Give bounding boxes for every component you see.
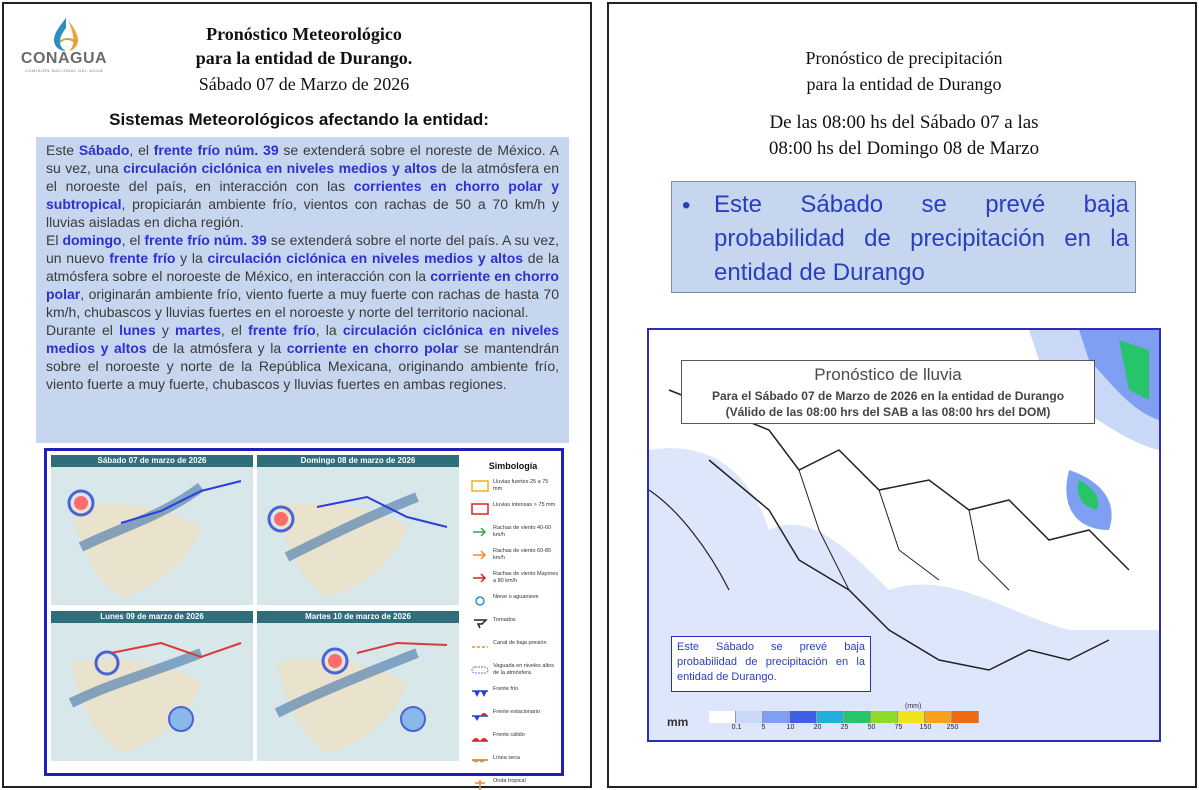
highlight-term: corriente en chorro polar [286,340,459,356]
weather-maps-frame [44,448,564,784]
scale-swatch [790,711,817,723]
scale-swatch [817,711,844,723]
tropical-wave-icon [471,779,489,790]
highlight-term: frente frío [109,250,176,266]
legend-item [465,592,561,615]
scale-swatch [898,711,925,723]
legend-label: Línea seca [493,755,520,761]
map-day-1-title: Sábado 07 de marzo de 2026 [51,455,253,467]
trough-icon [471,641,489,653]
legend-label: Vaguada en niveles altos de la atmósfera [493,663,555,676]
text-run: Durante el [46,322,120,338]
wind-orange-icon [471,549,489,561]
red-box-icon [471,503,489,515]
scale-tick-label: 75 [894,724,903,731]
text-run: , propiciarán ambiente frío, vientos con rachas de 50 a 70 km/h y lluvias aisladas en dicha región. [46,196,559,230]
text-run: y la [175,250,208,266]
scale-tick-label: 250 [946,724,959,731]
legend-item [465,523,561,546]
text-run: , el [129,142,154,158]
legend-label: Lluvias fuertes 25 a 75 mm [493,479,549,492]
highlight-term: circulación ciclónica en niveles medios y altos [46,322,559,356]
scale-swatch [736,711,763,723]
text-run: Este [46,142,79,158]
map-day-1 [51,455,253,605]
highlight-term: martes [175,322,221,338]
highlight-term: corriente en chorro polar [46,268,559,302]
valid-range-line-1: De las 08:00 hs del Sábado 07 a las [769,112,1039,133]
legend-item [465,477,561,500]
map-legend [465,457,561,784]
text-run: de la atmósfera en el noroeste del país, en interacción con las [46,160,559,194]
scale-swatch [709,711,736,723]
highlight-term: circulación ciclónica en niveles medios y altos [207,250,524,266]
map-day-2-title: Domingo 08 de marzo de 2026 [257,455,459,467]
legend-item [465,615,561,638]
scale-swatch [844,711,871,723]
synoptic-map-3 [51,623,253,761]
scale-tick-label: 50 [867,724,876,731]
legend-label: Canal de baja presión [493,640,547,646]
wind-red-icon [471,572,489,584]
legend-label: Rachas de viento 40-60 km/h [493,525,552,538]
scale-tick-label: 20 [813,724,822,731]
scale-tick-label: 150 [919,724,932,731]
text-run: y [155,322,175,338]
legend-label: Rachas de viento 60-80 km/h [493,548,552,561]
rain-map-title: Pronóstico de lluvia [814,365,962,384]
summary-bullet-text: Este Sábado se prevé baja probabilidad de precipitación en la entidad de Durango [714,191,1129,286]
scale-tick-label: 5 [761,724,766,731]
upper-trough-icon [471,664,489,676]
stationary-front-icon [471,710,489,722]
text-run: se extenderá sobre el noreste de México. A su vez, una [46,142,559,176]
synoptic-map-1 [51,467,253,605]
right-panel [607,2,1197,788]
legend-label: Rachas de viento Mayores a 80 km/h [493,571,559,584]
logo-subtext: COMISIÓN NACIONAL DEL AGUA [24,68,104,73]
synoptic-map-2 [257,467,459,605]
map-day-4 [257,611,459,761]
text-run: se extenderá sobre el norte del país. A su vez, un nuevo [46,232,559,266]
valid-range-line-2: 08:00 hs del Domingo 08 de Marzo [768,138,1040,159]
scale-mm-label: mm [667,715,689,729]
legend-title: Simbología [488,461,538,471]
summary-bullet-box [671,181,1136,293]
scale-swatch [763,711,790,723]
scale-tick-label: 0.1 [731,724,742,731]
legend-item [465,500,561,523]
synoptic-map-4 [257,623,459,761]
synopsis-box [36,137,569,443]
forecast-date: Sábado 07 de Marzo de 2026 [198,74,410,94]
legend-item [465,684,561,707]
text-run: , el [220,322,249,338]
scale-swatch [925,711,952,723]
legend-item [465,776,561,790]
systems-heading: Sistemas Meteorológicos afectando la entidad: [109,110,489,129]
legend-label: Tornados [493,617,516,623]
legend-item [465,569,561,592]
yellow-box-icon [471,480,489,492]
text-run: , el [121,232,145,248]
legend-item [465,730,561,753]
legend-item [465,707,561,730]
title-line-2: para la entidad de Durango. [195,48,413,68]
synopsis-paragraph-1 [46,141,559,231]
highlight-term: circulación ciclónica en niveles medios y altos [123,160,437,176]
scale-tick-label: 10 [786,724,795,731]
legend-label: Frente estacionario [493,709,541,715]
map-day-2 [257,455,459,605]
text-run: , originarán ambiente frío, viento fuerte a muy fuerte con rachas de hasta 70 km/h, chubascos y lluvias fuertes en el noroeste y norte del territorio nacional. [46,286,559,320]
rain-map-subtitle-1: Para el Sábado 07 de Marzo de 2026 en la entidad de Durango [711,389,1065,403]
highlight-term: domingo [62,232,122,248]
rain-forecast-map [647,328,1161,742]
legend-label: Nieve o aguanieve [493,594,539,600]
text-run: , la [315,322,343,338]
text-run: El [46,232,63,248]
scale-unit: (mm) [905,703,922,710]
highlight-term: Sábado [78,142,130,158]
text-run: de la atmósfera sobre el noroeste de México, en interacción con la [46,250,559,284]
rain-map-note [671,636,871,692]
legend-label: Frente frío [493,686,519,692]
left-panel [2,2,592,788]
legend-label: Frente cálido [493,732,525,738]
logo-text: CONAGUA [20,50,108,67]
highlight-term: frente frío núm. 39 [153,142,279,158]
precip-title-line-2: para la entidad de Durango [806,74,1002,94]
conagua-logo [14,14,114,78]
snowflake-icon [471,595,489,607]
synopsis-paragraph-2 [46,231,559,321]
scale-swatch [871,711,898,723]
highlight-term: corrientes en chorro polar y subtropical [46,178,559,212]
text-run: de la atmósfera y la [146,340,287,356]
warm-front-icon [471,733,489,745]
highlight-term: frente frío núm. 39 [144,232,267,248]
highlight-term: lunes [119,322,156,338]
legend-item [465,638,561,661]
legend-label: Lluvias intensas > 75 mm [493,502,556,508]
legend-item [465,661,561,684]
map-day-3 [51,611,253,761]
rain-map-subtitle-2: (Válido de las 08:00 hrs del SAB a las 08:00 hrs del DOM) [725,405,1051,419]
rain-map-title-box [681,360,1095,424]
wind-green-icon [471,526,489,538]
legend-label: Onda tropical [493,778,526,784]
highlight-term: frente frío [248,322,316,338]
scale-tick-label: 25 [840,724,849,731]
rain-map-note-text: Este Sábado se prevé baja probabilidad de precipitación en la entidad de Durango. [677,641,865,683]
map-day-3-title: Lunes 09 de marzo de 2026 [51,611,253,623]
bullet-icon: • [682,192,691,219]
legend-item [465,753,561,776]
text-run: se mantendrán sobre el noroeste y norte de la República Mexicana, originando ambiente frío, viento fuerte a muy fuerte, chubascos y lluvias fuertes en ambas regiones. [46,340,559,392]
precip-color-scale [709,711,979,723]
scale-swatch [952,711,979,723]
water-drop-logo-icon [14,14,114,54]
synopsis-paragraph-3 [46,321,559,393]
dry-line-icon [471,756,489,768]
tornado-icon [471,618,489,630]
title-line-1: Pronóstico Meteorológico [206,24,402,44]
legend-item [465,546,561,569]
cold-front-icon [471,687,489,699]
map-day-4-title: Martes 10 de marzo de 2026 [257,611,459,623]
precip-title-line-1: Pronóstico de precipitación [805,48,1003,68]
